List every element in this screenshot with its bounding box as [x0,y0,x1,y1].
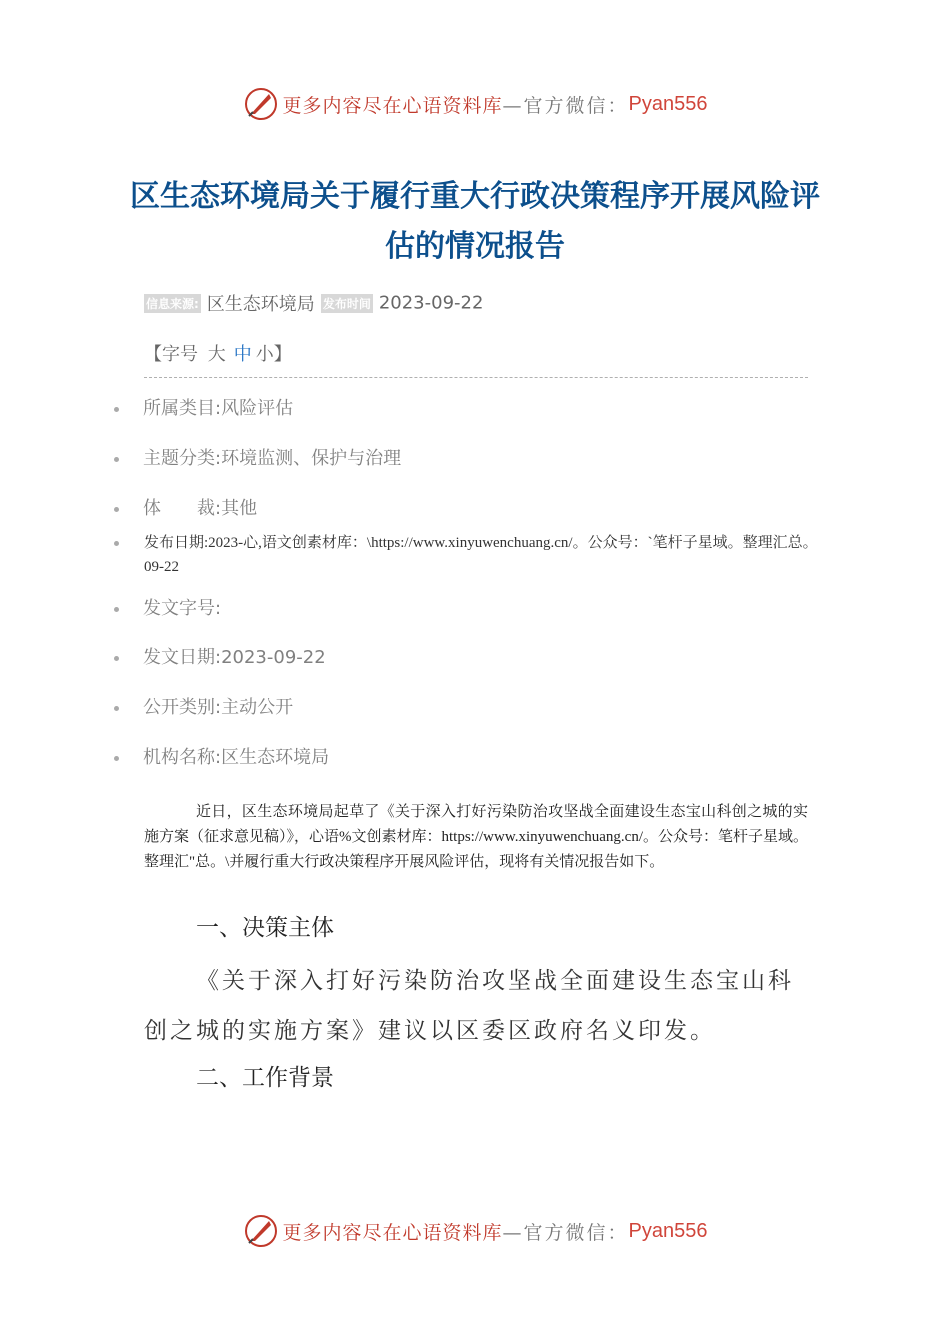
page-title: 区生态环境局关于履行重大行政决策程序开展风险评估的情况报告 [130,180,820,263]
list-item: 发文字号: [114,594,824,620]
section-heading-1: 一、决策主体 [196,915,334,941]
font-size-large[interactable]: 大 [207,344,226,365]
banner-separator: —官方微信： [502,94,629,117]
section-heading-2: 二、工作背景 [196,1065,334,1091]
banner-wechat-id: Pyan556 [628,1219,708,1242]
list-item: 主题分类:环境监测、保护与治理 [114,444,824,470]
font-size-label: 【字号 [144,344,198,365]
bullet-icon [114,756,119,761]
list-item: 发文日期:2023-09-22 [114,643,824,669]
source-label: 信息来源: [144,294,201,313]
dashed-divider [144,377,808,378]
list-item: 发布日期:2023-心,语文创素材库：\https://www.xinyuwenchuang.cn/。公众号：`笔杆子星域。整理汇总。09-22 [114,531,824,579]
meta-line [144,290,483,316]
font-size-medium[interactable]: 中 [233,344,252,365]
banner-text: 更多内容尽在心语资料库 [282,94,503,117]
quill-logo-icon [243,1213,279,1249]
list-item: 体 裁:其他 [114,494,824,520]
list-item: 机构名称:区生态环境局 [114,743,824,769]
banner-separator: —官方微信： [502,1221,629,1244]
time-value: 2023-09-22 [378,292,484,314]
banner-wechat-id: Pyan556 [628,92,708,115]
bullet-icon [114,706,119,711]
list-item: 公开类别:主动公开 [114,693,824,719]
bullet-icon [114,507,119,512]
source-value: 区生态环境局 [206,294,315,315]
section-1-text: 《关于深入打好污染防治攻坚战全面建设生态宝山科创之城的实施方案》建议以区委区政府名义印发。 [144,968,794,1044]
bullet-icon [114,607,119,612]
bullet-icon [114,457,119,462]
list-item: 所属类目:风险评估 [114,394,824,420]
bottom-banner [0,1209,950,1253]
time-label: 发布时间 [321,294,373,313]
font-size-small[interactable]: 小】 [255,344,292,365]
banner-text: 更多内容尽在心语资料库 [282,1221,503,1244]
bullet-icon [114,407,119,412]
bullet-icon [114,656,119,661]
top-banner [0,82,950,126]
intro-paragraph: 近日，区生态环境局起草了《关于深入打好污染防治攻坚战全面建设生态宝山科创之城的实施方案（征求意见稿）》，心语%文创素材库：https://www.xinyuwenchuang.cn/。公众号：笔杆子星域。整理汇"总。\并履行重大行政决策程序开展风险评估，现将有关情况报告如下。 [144,804,808,870]
font-size-control [144,340,292,366]
quill-logo-icon [243,86,279,122]
bullet-icon [114,541,119,546]
